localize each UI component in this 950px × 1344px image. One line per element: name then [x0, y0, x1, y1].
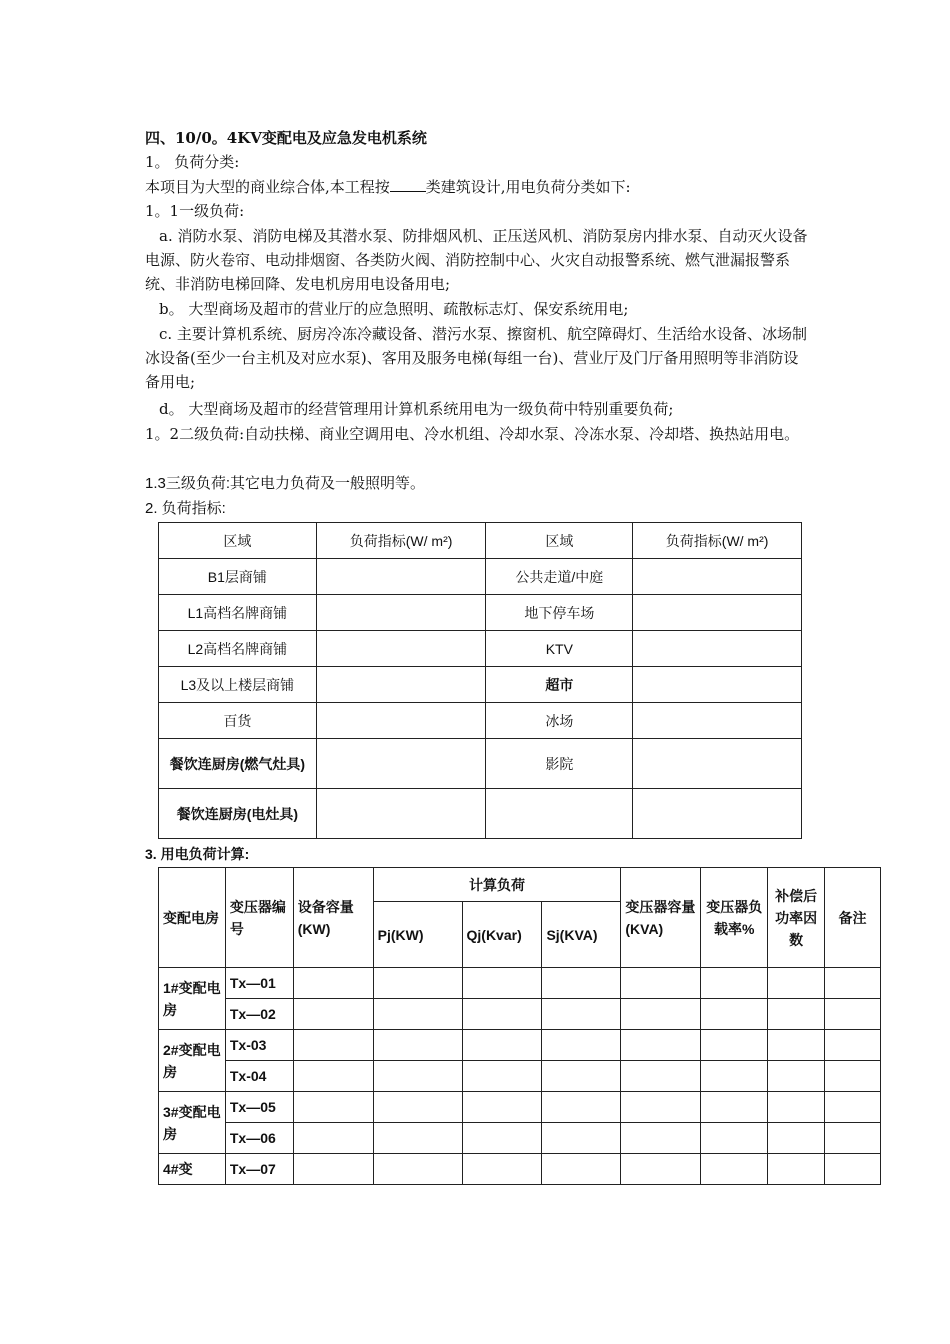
table-cell	[462, 1061, 542, 1092]
table-row	[159, 789, 802, 839]
tx-cell: Tx—01	[225, 968, 293, 999]
table-cell	[293, 1030, 373, 1061]
tx-cell: Tx-04	[225, 1061, 293, 1092]
table-row	[159, 703, 802, 739]
table-row	[159, 1123, 881, 1154]
table-cell	[462, 999, 542, 1030]
table-row	[159, 999, 881, 1030]
table-cell: B1层商铺	[159, 559, 317, 595]
tx-cell: Tx—02	[225, 999, 293, 1030]
table-cell	[542, 1092, 621, 1123]
load-calc-table	[158, 867, 881, 1185]
table-cell: 公共走道/中庭	[486, 559, 633, 595]
table-cell	[486, 789, 633, 839]
table-row	[159, 667, 802, 703]
header-pj: Pj(KW)	[373, 902, 462, 968]
table-cell	[373, 1061, 462, 1092]
section-1-3: 1.3三级负荷:其它电力负荷及一般照明等。	[145, 475, 426, 492]
section-1-heading: 1。 负荷分类:	[145, 153, 240, 171]
table-cell	[316, 703, 486, 739]
header-cell: 负荷指标(W/ m²)	[633, 523, 802, 559]
table-cell	[316, 739, 486, 789]
table-row	[159, 1154, 881, 1185]
section-2-heading: 2. 负荷指标:	[145, 500, 226, 517]
table-cell	[701, 1030, 768, 1061]
table-cell	[316, 789, 486, 839]
table-cell	[701, 1061, 768, 1092]
header-note: 备注	[825, 868, 881, 968]
table-cell	[542, 1030, 621, 1061]
table-cell	[621, 999, 701, 1030]
table-cell	[701, 968, 768, 999]
table-cell	[825, 999, 881, 1030]
table-row	[159, 1061, 881, 1092]
table-cell	[825, 1030, 881, 1061]
header-cell: 区域	[486, 523, 633, 559]
table-cell: 餐饮连厨房(电灶具)	[159, 789, 317, 839]
table-cell	[542, 1154, 621, 1185]
table-cell	[316, 667, 486, 703]
table-header-row	[159, 523, 802, 559]
table-cell	[768, 1092, 825, 1123]
table-cell	[701, 1154, 768, 1185]
table-cell	[293, 1123, 373, 1154]
table-cell	[462, 968, 542, 999]
table-cell: KTV	[486, 631, 633, 667]
tx-cell: Tx—07	[225, 1154, 293, 1185]
room-cell: 4#变	[159, 1154, 226, 1185]
table-cell	[768, 1123, 825, 1154]
table-cell	[768, 999, 825, 1030]
table-cell	[621, 1092, 701, 1123]
table-cell	[621, 1061, 701, 1092]
table-cell	[825, 1092, 881, 1123]
room-cell: 3#变配电房	[159, 1092, 226, 1154]
table-cell	[542, 1061, 621, 1092]
header-cell: 负荷指标(W/ m²)	[316, 523, 486, 559]
table-cell	[542, 968, 621, 999]
table-cell	[373, 1123, 462, 1154]
section-title: 四、10/0。4KV变配电及应急发电机系统	[145, 129, 427, 147]
table-cell	[825, 1061, 881, 1092]
table-cell	[293, 1092, 373, 1123]
table-cell: L1高档名牌商铺	[159, 595, 317, 631]
section-3-heading: 3. 用电负荷计算:	[145, 846, 250, 862]
table-cell	[825, 968, 881, 999]
room-cell: 2#变配电房	[159, 1030, 226, 1092]
table-cell	[462, 1154, 542, 1185]
table-cell	[768, 1030, 825, 1061]
section-1-2: 1。2二级负荷:自动扶梯、商业空调用电、冷水机组、冷却水泵、冷冻水泵、冷却塔、换热站用电。	[145, 425, 800, 443]
table-cell	[633, 559, 802, 595]
table-cell: 地下停车场	[486, 595, 633, 631]
table-row	[159, 968, 881, 999]
room-cell: 1#变配电房	[159, 968, 226, 1030]
table-cell: 餐饮连厨房(燃气灶具)	[159, 739, 317, 789]
table-cell	[462, 1030, 542, 1061]
item-d: d。 大型商场及超市的经营管理用计算机系统用电为一级负荷中特别重要负荷;	[159, 400, 674, 418]
table-cell	[373, 1154, 462, 1185]
table-cell: L2高档名牌商铺	[159, 631, 317, 667]
tx-cell: Tx—06	[225, 1123, 293, 1154]
table-cell	[633, 789, 802, 839]
table-row	[159, 1030, 881, 1061]
table-row	[159, 1092, 881, 1123]
table-cell	[768, 968, 825, 999]
table-cell	[316, 631, 486, 667]
table-cell: 冰场	[486, 703, 633, 739]
blank-fill-line	[390, 177, 426, 192]
table-cell	[768, 1061, 825, 1092]
intro-text-b: 类建筑设计,用电负荷分类如下:	[425, 178, 631, 196]
table-cell	[373, 999, 462, 1030]
header-equipment-capacity: 设备容量(KW)	[293, 868, 373, 968]
table-cell	[542, 1123, 621, 1154]
table-row	[159, 739, 802, 789]
table-row	[159, 559, 802, 595]
section-1-intro	[145, 175, 810, 199]
table-cell	[373, 1092, 462, 1123]
table-cell	[633, 631, 802, 667]
table-cell	[633, 595, 802, 631]
header-load-rate: 变压器负载率%	[701, 868, 768, 968]
header-transformer-no: 变压器编号	[225, 868, 293, 968]
header-sj: Sj(KVA)	[542, 902, 621, 968]
item-a: a. 消防水泵、消防电梯及其潜水泵、防排烟风机、正压送风机、消防泵房内排水泵、自动灭火设备电源、防火卷帘、电动排烟窗、各类防火阀、消防控制中心、火灾自动报警系统、燃气泄漏报警系统、非消防电梯回降、发电机房用电设备用电;	[145, 227, 808, 293]
table-cell	[462, 1092, 542, 1123]
table-row	[159, 595, 802, 631]
table-cell	[621, 1154, 701, 1185]
intro-text-a: 本项目为大型的商业综合体,本工程按	[145, 178, 390, 196]
table-cell: L3及以上楼层商铺	[159, 667, 317, 703]
table-cell: 影院	[486, 739, 633, 789]
table-cell	[701, 999, 768, 1030]
table-cell: 百货	[159, 703, 317, 739]
table-cell	[701, 1123, 768, 1154]
table-cell	[621, 968, 701, 999]
table-cell	[293, 1154, 373, 1185]
header-cell: 区域	[159, 523, 317, 559]
header-calc-load: 计算负荷	[373, 868, 621, 902]
table-cell	[633, 703, 802, 739]
table-cell	[621, 1123, 701, 1154]
table-cell	[373, 1030, 462, 1061]
load-index-table	[158, 522, 802, 839]
header-qj: Qj(Kvar)	[462, 902, 542, 968]
table-cell	[373, 968, 462, 999]
table-cell	[633, 739, 802, 789]
table-cell	[462, 1123, 542, 1154]
header-transformer-capacity: 变压器容量(KVA)	[621, 868, 701, 968]
table-cell	[701, 1092, 768, 1123]
table-cell	[316, 595, 486, 631]
table-cell: 超市	[486, 667, 633, 703]
table-row	[159, 631, 802, 667]
table-cell	[316, 559, 486, 595]
table-header-row	[159, 868, 881, 902]
section-1-1-heading: 1。1一级负荷:	[145, 202, 245, 220]
tx-cell: Tx-03	[225, 1030, 293, 1061]
header-room: 变配电房	[159, 868, 226, 968]
table-cell	[542, 999, 621, 1030]
item-c: c. 主要计算机系统、厨房冷冻冷藏设备、潜污水泵、擦窗机、航空障碍灯、生活给水设备、冰场制冰设备(至少一台主机及对应水泵)、客用及服务电梯(每组一台)、营业厅及门厅备用照明等非消防设备用电;	[145, 325, 807, 391]
item-b: b。 大型商场及超市的营业厅的应急照明、疏散标志灯、保安系统用电;	[159, 300, 629, 318]
table-cell	[768, 1154, 825, 1185]
tx-cell: Tx—05	[225, 1092, 293, 1123]
table-cell	[633, 667, 802, 703]
table-cell	[293, 1061, 373, 1092]
table-cell	[293, 999, 373, 1030]
table-cell	[825, 1154, 881, 1185]
table-cell	[293, 968, 373, 999]
table-cell	[621, 1030, 701, 1061]
table-cell	[825, 1123, 881, 1154]
header-power-factor: 补偿后功率因数	[768, 868, 825, 968]
